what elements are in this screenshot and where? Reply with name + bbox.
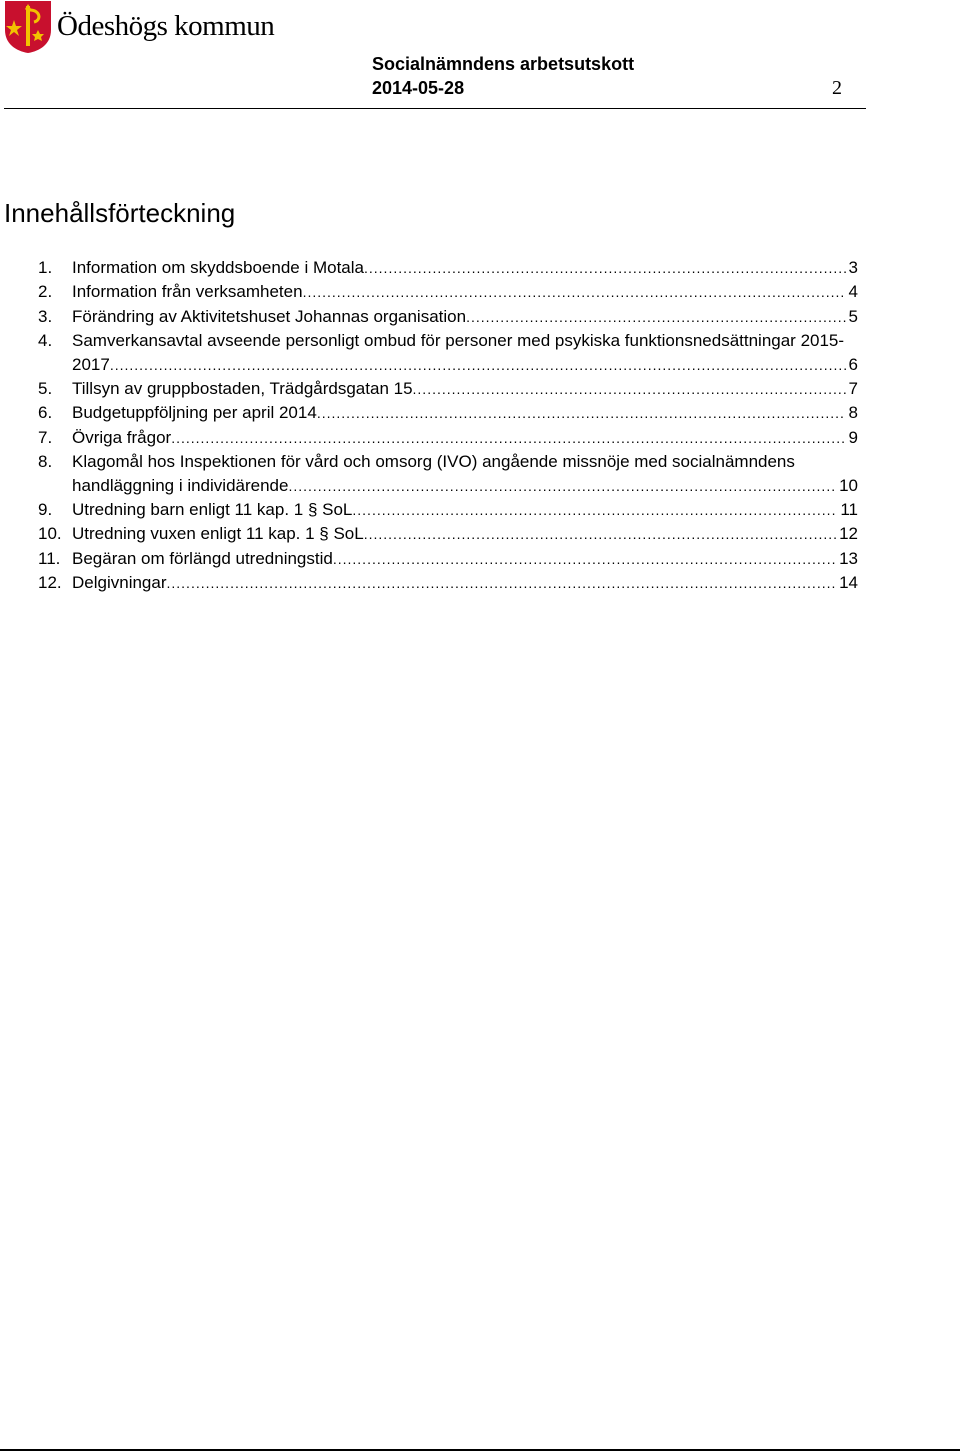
toc-entry-page: 13 — [839, 548, 858, 568]
toc-entry-title: Samverkansavtal avseende personligt ombud för personer med psykiska funktionsnedsättningar 2015- — [72, 331, 845, 351]
toc-entry[interactable] — [38, 329, 858, 377]
toc-entry[interactable] — [38, 450, 858, 498]
dot-leader — [413, 378, 846, 401]
municipality-logo — [4, 0, 52, 54]
dot-leader — [288, 475, 836, 498]
org-name: Ödeshögs kommun — [57, 10, 275, 42]
committee-name: Socialnämndens arbetsutskott — [372, 54, 635, 74]
toc-title: Innehållsförteckning — [4, 198, 236, 228]
toc-entry-number: 8. — [38, 452, 53, 472]
toc-entry-number: 6. — [38, 403, 53, 423]
dot-leader — [466, 306, 845, 329]
dot-leader — [333, 548, 836, 571]
toc-entry-title: Information om skyddsboende i Motala — [72, 258, 364, 277]
toc-entry-number: 1. — [38, 258, 53, 277]
dot-leader — [317, 402, 846, 425]
toc-entry-number: 2. — [38, 282, 53, 302]
toc-entry-number: 3. — [38, 306, 53, 326]
toc-entry-page: 10 — [839, 475, 858, 495]
dot-leader — [110, 354, 846, 377]
dot-leader — [167, 572, 837, 595]
toc-entry-title: Klagomål hos Inspektionen för vård och omsorg (IVO) angående missnöje med socialnämndens — [72, 452, 795, 472]
toc-entry-number: 11. — [38, 548, 61, 568]
toc-entry-page: 9 — [848, 427, 858, 447]
coat-of-arms-icon — [4, 0, 52, 54]
toc-entry-title-continued: handläggning i individärende — [72, 475, 289, 495]
toc-entry[interactable] — [38, 571, 858, 595]
dot-leader — [171, 427, 845, 450]
toc-entry-page: 7 — [848, 379, 858, 399]
toc-entry[interactable] — [38, 547, 858, 571]
toc-entry-title-continued: 2017 — [72, 354, 110, 374]
dot-leader — [364, 257, 846, 280]
toc-entry-page: 8 — [848, 403, 858, 423]
dot-leader — [303, 281, 846, 304]
toc-entry-page: 11 — [840, 500, 858, 520]
toc-entry-number: 10. — [38, 524, 62, 544]
toc-entry[interactable] — [38, 377, 858, 401]
toc-entry-title: Tillsyn av gruppbostaden, Trädgårdsgatan 15 — [72, 379, 413, 399]
toc-entry[interactable] — [38, 256, 858, 280]
toc-entry-title: Begäran om förlängd utredningstid — [72, 548, 333, 568]
footer-divider — [0, 1449, 960, 1451]
toc-entry-number: 5. — [38, 379, 53, 399]
toc-entry[interactable] — [38, 305, 858, 329]
header-divider — [4, 108, 866, 109]
toc-entry[interactable] — [38, 522, 858, 546]
toc-entry-page: 6 — [848, 354, 858, 374]
table-of-contents — [38, 256, 858, 596]
toc-entry[interactable] — [38, 426, 858, 450]
toc-entry-page: 14 — [839, 573, 858, 593]
dot-leader — [352, 499, 837, 522]
page-number: 2 — [832, 77, 842, 99]
toc-entry[interactable] — [38, 280, 858, 304]
toc-entry-title: Övriga frågor — [72, 427, 172, 447]
toc-entry[interactable] — [38, 401, 858, 425]
toc-entry-page: 5 — [848, 306, 858, 326]
toc-entry-title: Budgetuppföljning per april 2014 — [72, 403, 317, 423]
toc-entry-title: Förändring av Aktivitetshuset Johannas organisation — [72, 306, 467, 326]
toc-entry-page: 12 — [839, 524, 858, 544]
toc-entry-title: Information från verksamheten — [72, 282, 303, 302]
toc-entry-title: Utredning vuxen enligt 11 kap. 1 § SoL — [72, 524, 364, 544]
toc-entry-number: 7. — [38, 427, 53, 447]
toc-entry-number: 12. — [38, 573, 62, 593]
toc-entry-title: Delgivningar — [72, 573, 167, 593]
toc-entry-page: 4 — [848, 282, 858, 302]
toc-entry-number: 9. — [38, 500, 53, 520]
dot-leader — [364, 523, 836, 546]
toc-entry-number: 4. — [38, 331, 53, 351]
toc-entry[interactable] — [38, 498, 858, 522]
toc-entry-title: Utredning barn enligt 11 kap. 1 § SoL — [72, 500, 353, 520]
toc-entry-page: 3 — [848, 258, 858, 277]
meeting-date: 2014-05-28 — [372, 78, 465, 98]
